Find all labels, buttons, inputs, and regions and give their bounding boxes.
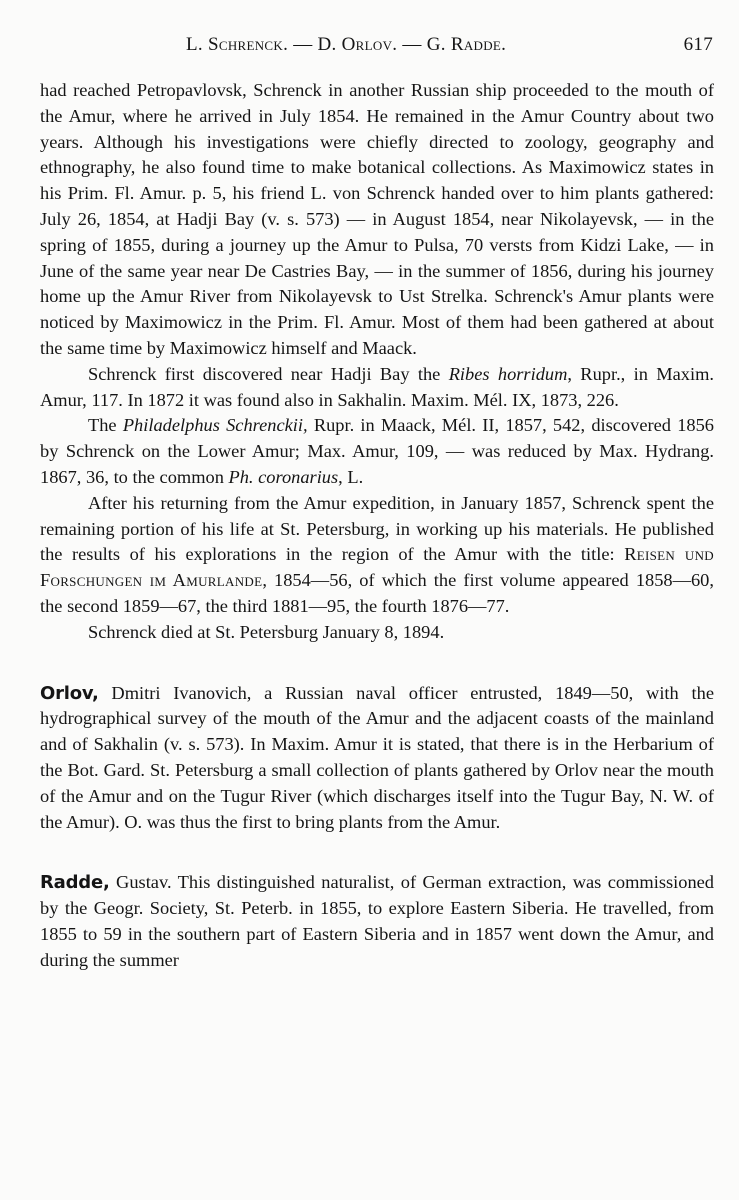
page-number: 617 [683,34,713,55]
paragraph-text: , 1854—56, of which the first volume appeared 1858—60, the second 1859—67, the third 1881—95, the fourth 1876—77. [40,570,714,616]
entry-text: Gustav. This distinguished naturalist, of German extraction, was commissioned by the Geogr. Society, St. Peterb. in 1855, to explore Eastern Siberia. He travelled, from 1855 to 59 in the southern part of Eastern Siberia and in 1857 went down the Amur, and during the summer [40,872,714,970]
species-name: Ribes horridum [448,363,568,384]
paragraph-text: Schrenck first discovered near Hadji Bay the [88,363,449,384]
paragraph-text: The [88,415,123,436]
entry-separator [40,835,714,870]
entry-radde [40,870,714,973]
entry-separator [40,646,714,681]
entry-orlov [40,681,714,836]
publication-title: Reisen und Forschungen im Amurlande [40,544,714,591]
species-name: Ph. coronarius [228,466,339,487]
paragraph-text: , Rupr., in Maxim. Amur, 117. In 1872 it was found also in Sakhalin. Maxim. Mél. IX, 1873, 226. [40,363,714,410]
paragraph-text: had reached Petropavlovsk, Schrenck in another Russian ship proceeded to the mouth of the Amur, where he arrived in July 1854. He remained in the Amur Country about two years. Although his investigations were chiefly directed to zoology, geography and ethnography, he also found time to make botanical collections. As Maximowicz states in his Prim. Fl. Amur. p. 5, his friend L. von Schrenck handed over to him plants gathered: July 26, 1854, at Hadji Bay (v. s. 573) — in August 1854, near Nikolayevsk, — in the spring of 1855, during a journey up the Amur to Pulsa, 70 versts from Kidzi Lake, — in June of the same year near De Castries Bay, — in the summer of 1856, during his journey home up the Amur River from Nikolayevsk to Ust Strelka. Schrenck's Amur plants were noticed by Maximowicz in the Prim. Fl. Amur. Most of them had been gathered at about the same time by Maximowicz himself and Maack. [40,80,714,358]
paragraph-text: After his returning from the Amur expedition, in January 1857, Schrenck spent the remaining portion of his life at St. Petersburg, in working up his materials. He published the results of his explorations in the region of the Amur with the title: [40,492,714,565]
text-block [40,78,714,974]
paragraph-text: Schrenck died at St. Petersburg January 8, 1894. [88,621,445,642]
paragraph-schrenck-publications [40,491,714,620]
entry-text: Dmitri Ivanovich, a Russian naval officer entrusted, 1849—50, with the hydrographical survey of the mouth of the Amur and the adjacent coasts of the mainland and of Sakhalin (v. s. 573). In Maxim. Amur it is stated, that there is in the Herbarium of the Bot. Gard. St. Petersburg a small collection of plants gathered by Orlov near the mouth of the Amur and on the Tugur River (which discharges itself into the Tugur Bay, N. W. of the Amur). O. was thus the first to bring plants from the Amur. [40,682,714,832]
entry-heading-radde: Radde, [40,872,110,894]
paragraph-text: , L. [338,466,364,487]
paragraph-ribes [40,362,714,414]
paragraph-schrenck-death [40,620,714,646]
paragraph-philadelphus [40,413,714,490]
entry-heading-orlov: Orlov, [40,682,99,704]
paragraph-text: Rupr. in Maack, Mél. II, 1857, 542, discovered 1856 by Schrenck on the Lower Amur; Max. Amur, 109, — was reduced by Max. Hydrang. 1867, 36, to the common [40,415,714,487]
paragraph-schrenck-travels [40,78,714,362]
running-head [0,34,739,58]
running-title: L. Schrenck. — D. Orlov. — G. Radde. [186,34,507,55]
species-name: Philadelphus Schrenckii, [122,415,308,436]
